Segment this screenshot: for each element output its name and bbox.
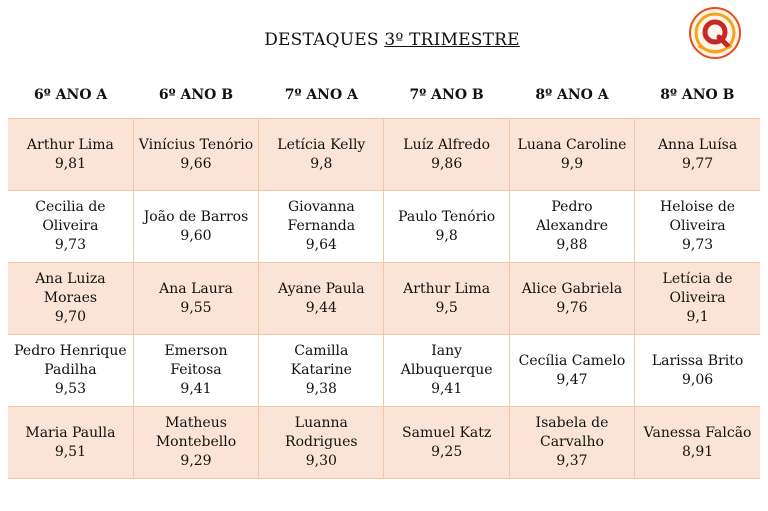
- student-name: Paulo Tenório: [398, 208, 496, 225]
- student-cell: [259, 407, 384, 479]
- student-grade: 9,88: [556, 237, 588, 253]
- student-name: Larissa Brito: [651, 352, 744, 369]
- student-cell: [509, 191, 634, 263]
- student-name: Pedro Alexandre: [535, 199, 609, 234]
- student-cell: [133, 119, 258, 191]
- column-header: 6º ANO A: [8, 72, 133, 119]
- column-header: 8º ANO A: [509, 72, 634, 119]
- highlights-table: [8, 72, 760, 479]
- student-name: Vinícius Tenório: [138, 136, 254, 153]
- student-grade: 9,77: [681, 155, 714, 172]
- table-header-row: [8, 72, 760, 119]
- student-cell: [509, 407, 634, 479]
- student-cell: [635, 191, 760, 263]
- student-grade: 9,37: [556, 453, 588, 469]
- student-cell: [133, 335, 258, 407]
- student-cell: [509, 119, 634, 191]
- student-grade: 8,91: [681, 443, 714, 460]
- table-row: [8, 119, 760, 191]
- student-cell: [8, 191, 133, 263]
- student-grade: 9,30: [305, 453, 337, 469]
- column-header: 7º ANO A: [259, 72, 384, 119]
- student-grade: 9,73: [681, 237, 714, 253]
- student-name: Cecilia de Oliveira: [35, 199, 106, 234]
- student-cell: [635, 119, 760, 191]
- student-cell: [8, 263, 133, 335]
- student-name: Isabela de Carvalho: [535, 415, 609, 450]
- student-grade: 9,5: [435, 299, 458, 316]
- student-grade: 9,25: [431, 443, 463, 460]
- table-row: [8, 263, 760, 335]
- student-name: Ana Laura: [159, 280, 233, 297]
- column-header: 7º ANO B: [384, 72, 509, 119]
- student-grade: 9,76: [556, 299, 588, 316]
- student-name: Anna Luísa: [657, 136, 738, 153]
- column-header: 6º ANO B: [133, 72, 258, 119]
- student-grade: 9,8: [310, 155, 333, 172]
- student-grade: 9,8: [435, 227, 458, 244]
- table-row: [8, 191, 760, 263]
- student-grade: 9,64: [305, 237, 337, 253]
- student-grade: 9,44: [305, 299, 337, 316]
- title-highlight: 3º TRIMESTRE: [384, 30, 520, 50]
- school-logo-icon: [688, 6, 742, 60]
- student-cell: [8, 119, 133, 191]
- table-row: [8, 407, 760, 479]
- student-grade: 9,60: [180, 227, 212, 244]
- student-grade: 9,06: [681, 371, 714, 388]
- student-name: Cecília Camelo: [518, 352, 626, 369]
- student-grade: 9,1: [686, 309, 709, 325]
- student-name: Matheus Montebello: [155, 415, 237, 450]
- student-name: Letícia de Oliveira: [662, 271, 733, 306]
- student-grade: 9,53: [54, 381, 86, 397]
- student-cell: [259, 335, 384, 407]
- student-cell: [384, 191, 509, 263]
- student-grade: 9,29: [180, 453, 212, 469]
- student-grade: 9,66: [180, 155, 212, 172]
- student-name: Luana Caroline: [517, 136, 627, 153]
- student-grade: 9,86: [431, 155, 463, 172]
- student-name: Arthur Lima: [26, 136, 114, 153]
- student-grade: 9,70: [54, 309, 86, 325]
- student-cell: [635, 263, 760, 335]
- student-cell: [259, 119, 384, 191]
- student-name: Heloise de Oliveira: [660, 199, 736, 234]
- student-name: Ayane Paula: [278, 280, 365, 297]
- student-cell: [509, 335, 634, 407]
- student-cell: [259, 191, 384, 263]
- student-grade: 9,55: [180, 299, 212, 316]
- student-name: Emerson Feitosa: [164, 343, 228, 378]
- student-grade: 9,9: [560, 155, 584, 172]
- student-name: Iany Albuquerque: [400, 343, 493, 378]
- student-grade: 9,47: [556, 371, 588, 388]
- student-cell: [635, 407, 760, 479]
- student-grade: 9,51: [54, 443, 86, 460]
- student-cell: [8, 335, 133, 407]
- student-name: Alice Gabriela: [521, 280, 623, 297]
- student-name: Samuel Katz: [402, 424, 492, 441]
- student-name: Letícia Kelly: [277, 136, 366, 153]
- student-name: Ana Luiza Moraes: [35, 271, 106, 306]
- student-grade: 9,38: [305, 381, 337, 397]
- student-grade: 9,41: [431, 381, 463, 397]
- student-cell: [635, 335, 760, 407]
- title-prefix: DESTAQUES: [264, 30, 385, 50]
- student-name: Maria Paulla: [25, 424, 116, 441]
- student-cell: [384, 335, 509, 407]
- student-name: Vanessa Falcão: [643, 424, 752, 441]
- student-name: Giovanna Fernanda: [287, 199, 356, 234]
- student-name: Pedro Henrique Padilha: [14, 343, 127, 378]
- student-cell: [133, 407, 258, 479]
- student-name: Camilla Katarine: [290, 343, 352, 378]
- student-cell: [509, 263, 634, 335]
- student-cell: [259, 263, 384, 335]
- page-title: [0, 30, 768, 50]
- student-cell: [133, 263, 258, 335]
- student-cell: [384, 119, 509, 191]
- student-cell: [133, 191, 258, 263]
- student-grade: 9,41: [180, 381, 212, 397]
- student-cell: [384, 263, 509, 335]
- student-name: Luanna Rodrigues: [285, 415, 358, 450]
- student-cell: [8, 407, 133, 479]
- student-name: João de Barros: [143, 208, 249, 225]
- student-grade: 9,73: [54, 237, 86, 253]
- column-header: 8º ANO B: [635, 72, 760, 119]
- student-name: Arthur Lima: [403, 280, 491, 297]
- student-grade: 9,81: [54, 155, 86, 172]
- student-name: Luíz Alfredo: [403, 136, 491, 153]
- table-row: [8, 335, 760, 407]
- student-cell: [384, 407, 509, 479]
